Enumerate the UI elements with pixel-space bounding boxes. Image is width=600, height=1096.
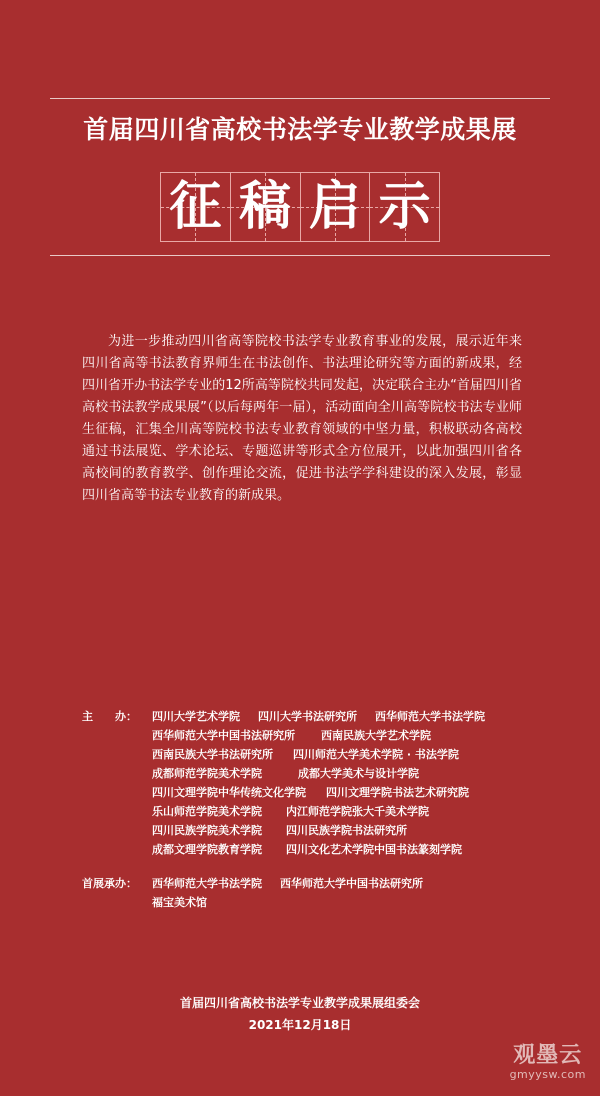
announcement-body: 为进一步推动四川省高等院校书法学专业教育事业的发展，展示近年来四川省高等书法教育界师生在书法创作、书法理论研究等方面的新成果，经四川省开办书法学专业的12所高等院校共同发起，决定联合主办“首届四川省高校书法教学成果展”（以后每两年一届），活动面向全川高等院校书法专业师生征稿，汇集全川高等院校书法专业教育领域的中坚力量，积极联动各高校通过书法展览、学术论坛、专题巡讲等形式全方位展开，以此加强四川省各高校间的教育教学、创作理论交流，促进书法学学科建设的深入发展，彰显四川省高等书法专业教育的新成果。 xyxy=(82,334,522,503)
site-watermark xyxy=(510,1042,586,1082)
host-org: 成都文理学院教育学院 xyxy=(152,843,262,856)
issue-date: 2021年12月18日 xyxy=(248,1018,352,1032)
callout-char: 征 xyxy=(169,176,222,237)
callout-cell xyxy=(369,172,440,242)
host-org: 四川文理学院书法艺术研究院 xyxy=(326,786,469,799)
host-org: 内江师范学院张大千美术学院 xyxy=(286,805,429,818)
exhibition-org: 西华师范大学中国书法研究所 xyxy=(280,877,423,890)
callout-char: 启 xyxy=(308,176,361,237)
callout-char: 稿 xyxy=(239,176,292,237)
hosts-row xyxy=(152,764,542,783)
host-org: 四川文理学院中华传统文化学院 xyxy=(152,786,306,799)
hosts-row xyxy=(152,840,542,859)
host-org: 四川大学书法研究所 xyxy=(258,710,357,723)
hosts-row xyxy=(152,707,542,726)
exhibition-org: 西华师范大学书法学院 xyxy=(152,877,262,890)
callout-cell xyxy=(160,172,231,242)
hosts-row xyxy=(152,726,542,745)
hosts-row xyxy=(152,821,542,840)
host-org: 四川师范大学美术学院 · 书法学院 xyxy=(293,748,459,761)
exhibition-host-label: 首展承办： xyxy=(82,877,137,890)
watermark-url: gmyysw.com xyxy=(509,1068,586,1081)
hosts-list xyxy=(152,707,542,859)
organizing-committee: 首届四川省高校书法学专业教学成果展组委会 xyxy=(179,996,420,1010)
bottom-divider xyxy=(50,255,550,256)
hosts-row xyxy=(152,783,542,802)
host-org: 四川民族学院书法研究所 xyxy=(286,824,407,837)
host-org: 西南民族大学艺术学院 xyxy=(321,729,431,742)
callout-char: 示 xyxy=(378,176,431,237)
callout-heading xyxy=(160,172,440,242)
host-org: 四川大学艺术学院 xyxy=(152,710,240,723)
host-org: 西南民族大学书法研究所 xyxy=(152,748,273,761)
hosts-row xyxy=(152,745,542,764)
host-org: 乐山师范学院美术学院 xyxy=(152,805,262,818)
host-org: 西华师范大学中国书法研究所 xyxy=(152,729,295,742)
page-title: 首届四川省高校书法学专业教学成果展 xyxy=(83,115,517,144)
hosts-row xyxy=(152,802,542,821)
top-divider xyxy=(50,98,550,99)
exhibition-host-list xyxy=(152,874,542,912)
hosts-section xyxy=(82,707,542,859)
watermark-name: 观墨云 xyxy=(513,1042,583,1068)
host-org: 成都大学美术与设计学院 xyxy=(298,767,419,780)
host-org: 四川文化艺术学院中国书法篆刻学院 xyxy=(286,843,462,856)
host-org: 成都师范学院美术学院 xyxy=(152,767,262,780)
exhibition-org: 福宝美术馆 xyxy=(152,896,207,909)
hosts-label: 主 办： xyxy=(82,710,137,723)
host-org: 西华师范大学书法学院 xyxy=(375,710,485,723)
callout-cell xyxy=(300,172,371,242)
host-org: 四川民族学院美术学院 xyxy=(152,824,262,837)
exhibition-row xyxy=(152,874,542,893)
exhibition-host-section xyxy=(82,874,542,912)
callout-cell xyxy=(230,172,301,242)
exhibition-row xyxy=(152,893,542,912)
